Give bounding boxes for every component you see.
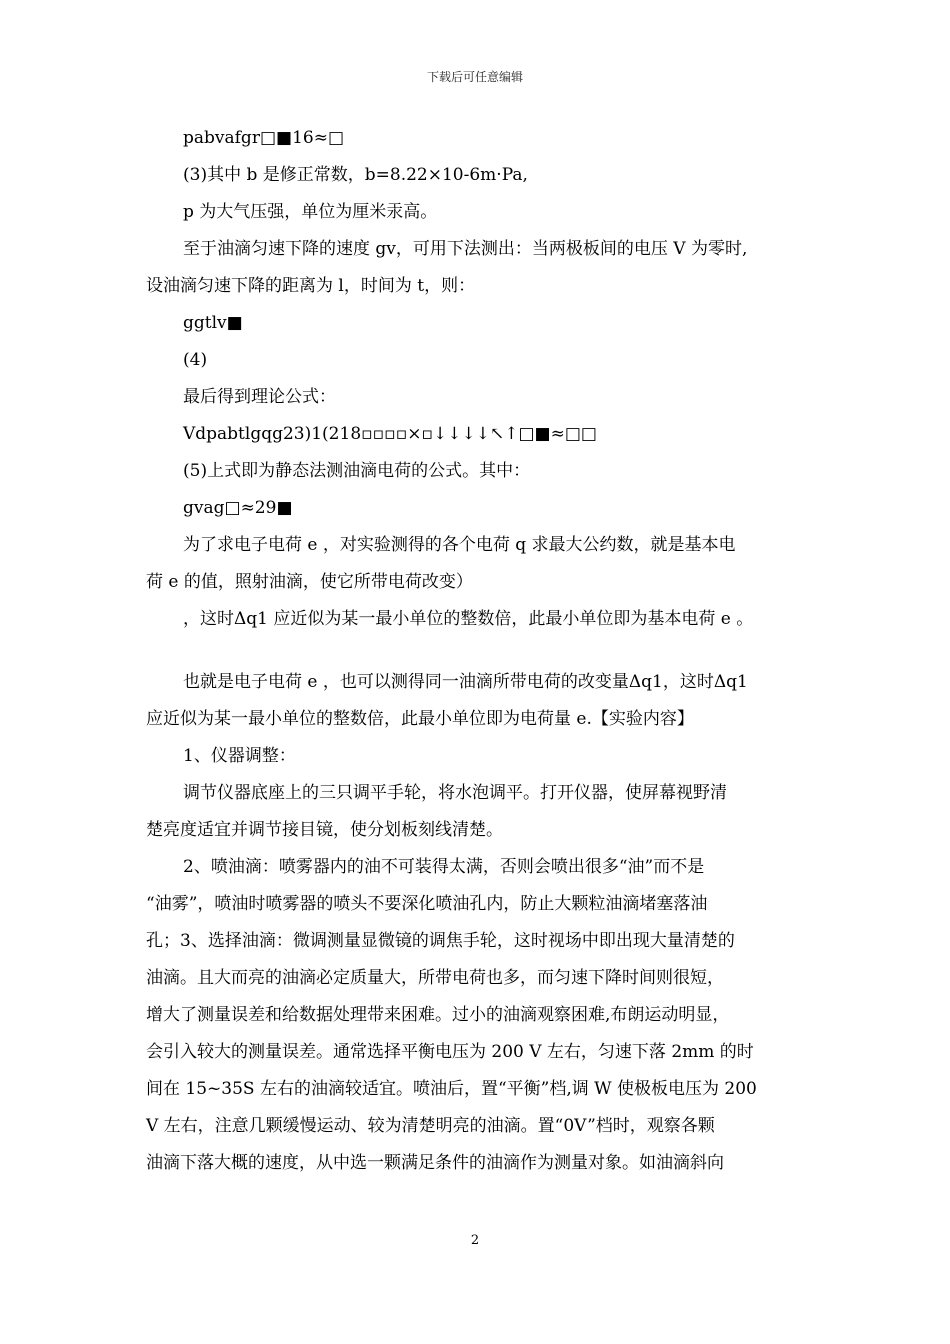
text-line: 2、喷油滴：喷雾器内的油不可装得太满，否则会喷出很多“油”而不是 — [183, 857, 705, 877]
formula-line: gvag□≈29■ — [183, 498, 293, 518]
text-line: 最后得到理论公式： — [183, 387, 336, 407]
text-line: 楚亮度适宜并调节接目镜，使分划板刻线清楚。 — [146, 820, 503, 840]
text-line: V 左右，注意几颗缓慢运动、较为清楚明亮的油滴。置“0V”档时，观察各颗 — [146, 1116, 715, 1136]
formula-line: Vdpabtlgqg23)1(218▫▫▫▫×▫↓↓↓↓↖↑□■≈□□ — [183, 424, 597, 444]
text-line: 也就是电子电荷 e ，也可以测得同一油滴所带电荷的改变量Δq1，这时Δq1 — [183, 672, 748, 692]
equation-number: (4) — [183, 350, 208, 370]
page-header: 下载后可任意编辑 — [426, 70, 523, 84]
text-line: (5)上式即为静态法测油滴电荷的公式。其中： — [183, 461, 531, 481]
text-line: 间在 15~35S 左右的油滴较适宜。喷油后，置“平衡”档,调 W 使极板电压为 200 — [146, 1079, 757, 1099]
text-line: 为了求电子电荷 e ，对实验测得的各个电荷 q 求最大公约数，就是基本电 — [183, 535, 736, 555]
text-line: 增大了测量误差和给数据处理带来困难。过小的油滴观察困难,布朗运动明显， — [146, 1005, 730, 1025]
text-line: 会引入较大的测量误差。通常选择平衡电压为 200 V 左右，匀速下落 2mm 的时 — [146, 1042, 754, 1062]
text-line: ，这时Δq1 应近似为某一最小单位的整数倍，此最小单位即为基本电荷 e 。 — [183, 609, 754, 629]
text-line: 调节仪器底座上的三只调平手轮，将水泡调平。打开仪器，使屏幕视野清 — [183, 783, 727, 803]
text-line: 孔；3、选择油滴：微调测量显微镜的调焦手轮，这时视场中即出现大量清楚的 — [146, 931, 735, 951]
paragraph-gap — [146, 638, 810, 664]
document-body — [146, 120, 810, 1182]
formula-line: pabvafgr□■16≈□ — [183, 128, 345, 148]
section-heading: 1、仪器调整： — [183, 746, 296, 766]
text-line: 设油滴匀速下降的距离为 l，时间为 t，则： — [146, 276, 476, 296]
text-line: 油滴。且大而亮的油滴必定质量大，所带电荷也多，而匀速下降时间则很短， — [146, 968, 724, 988]
text-line: 至于油滴匀速下降的速度 gv，可用下法测出：当两极板间的电压 V 为零时, — [183, 239, 748, 259]
text-line: 应近似为某一最小单位的整数倍，此最小单位即为电荷量 e.【实验内容】 — [146, 709, 694, 729]
text-line: (3)其中 b 是修正常数，b=8.22×10-6m·Pa, — [183, 165, 528, 185]
formula-line: ggtlv■ — [183, 313, 243, 333]
text-line: “油雾”，喷油时喷雾器的喷头不要深化喷油孔内，防止大颗粒油滴堵塞落油 — [146, 894, 708, 914]
text-line: 油滴下落大概的速度，从中选一颗满足条件的油滴作为测量对象。如油滴斜向 — [146, 1153, 724, 1173]
text-line: 荷 e 的值，照射油滴，使它所带电荷改变） — [146, 572, 473, 592]
page-number: 2 — [470, 1233, 480, 1248]
text-line: p 为大气压强，单位为厘米汞高。 — [183, 202, 438, 222]
